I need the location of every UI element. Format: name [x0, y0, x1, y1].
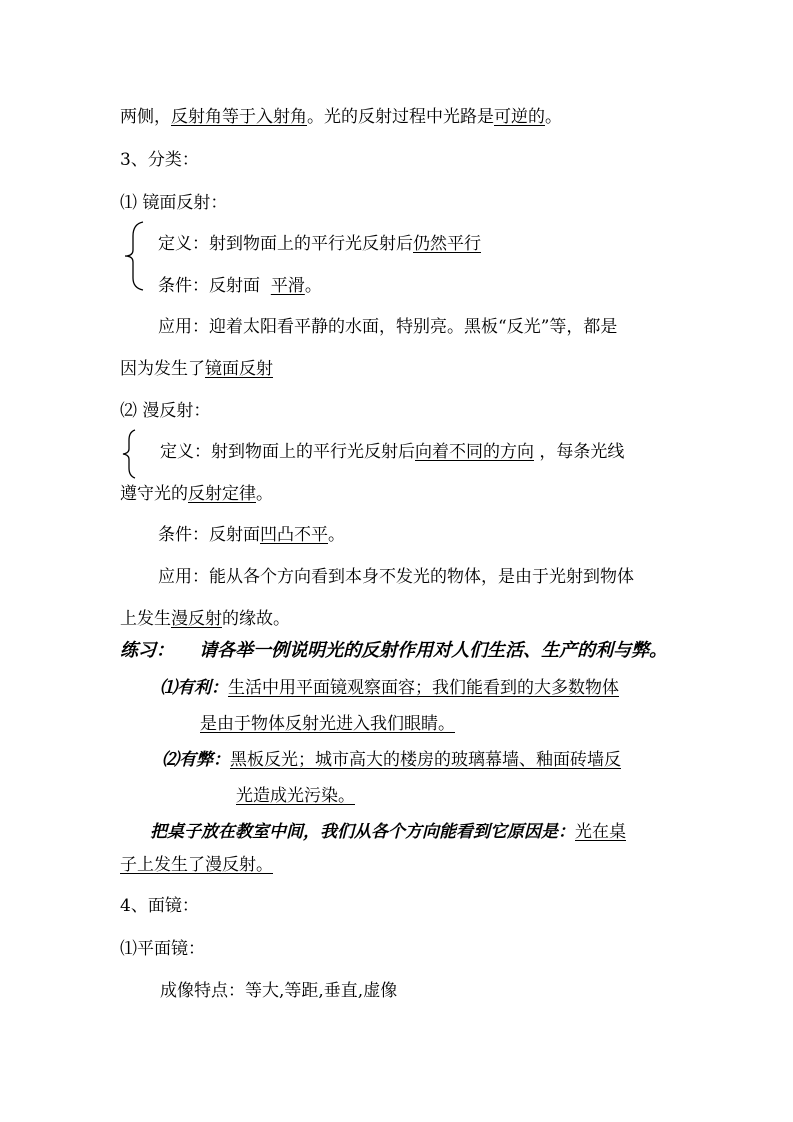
diffuse-application: 应用：能从各个方向看到本身不发光的物体，是由于光射到物体	[158, 567, 634, 587]
exercise-question: 练习： 请各举一例说明光的反射作用对人们生活、生产的利与弊。	[120, 640, 668, 661]
specular-application-cont: 因为发生了镜面反射	[120, 359, 273, 379]
specular-definition: 定义：射到物面上的平行光反射后仍然平行	[158, 234, 481, 254]
brace-specular	[119, 220, 149, 292]
brace-diffuse	[119, 428, 149, 480]
specular-application: 应用：迎着太阳看平静的水面，特别亮。黑板“反光”等，都是	[158, 317, 618, 337]
diffuse-definition: 定义：射到物面上的平行光反射后向着不同的方向 ，每条光线	[160, 442, 625, 462]
plane-mirror-features: 成像特点：等大,等距,垂直,虚像	[160, 981, 398, 1001]
exercise-advantage-cont: 是由于物体反射光进入我们眼睛。	[200, 714, 455, 734]
diffuse-condition: 条件：反射面凹凸不平。	[158, 525, 345, 545]
exercise-table-answer: 子上发生了漫反射。	[120, 855, 273, 875]
exercise-disadvantage: ⑵有弊：黑板反光；城市高大的楼房的玻璃幕墙、釉面砖墙反	[162, 750, 621, 770]
heading-classification: 3、分类：	[120, 150, 199, 170]
exercise-table-question: 把桌子放在教室中间，我们从各个方向能看到它原因是：光在桌	[150, 822, 626, 842]
heading-diffuse-reflection: ⑵ 漫反射：	[120, 401, 211, 421]
line-reflection-law: 两侧，反射角等于入射角。光的反射过程中光路是可逆的。	[120, 107, 562, 127]
exercise-advantage: ⑴有利：生活中用平面镜观察面容；我们能看到的大多数物体	[160, 678, 619, 698]
heading-specular-reflection: ⑴ 镜面反射：	[120, 193, 228, 213]
diffuse-definition-cont: 遵守光的反射定律。	[120, 484, 273, 504]
exercise-disadvantage-cont: 光造成光污染。	[236, 786, 355, 806]
heading-plane-mirror: ⑴平面镜：	[120, 939, 205, 959]
heading-mirrors: 4、面镜：	[120, 896, 199, 916]
specular-condition: 条件：反射面 平滑。	[158, 276, 322, 296]
diffuse-application-cont: 上发生漫反射的缘故。	[120, 609, 290, 629]
